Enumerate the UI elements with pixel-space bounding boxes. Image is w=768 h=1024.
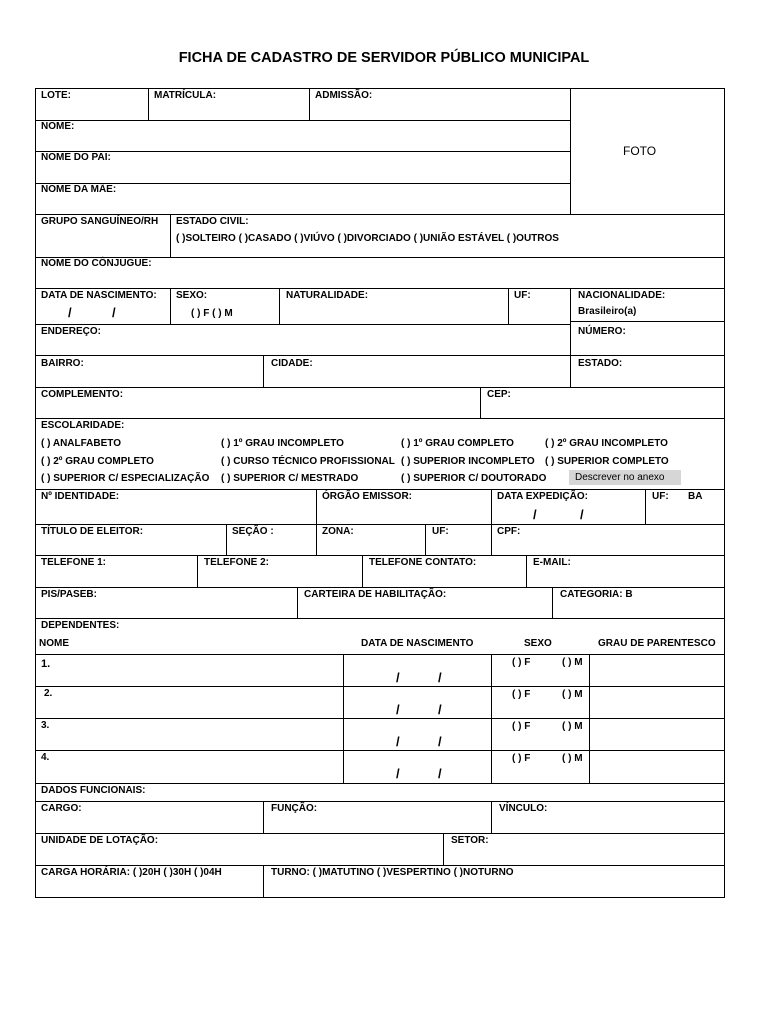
row-line [35,355,725,356]
border-right [724,88,725,898]
unidade-lotacao-label: UNIDADE DE LOTAÇÃO: [41,835,159,846]
escolaridade-option[interactable]: ( ) SUPERIOR C/ MESTRADO [221,473,359,484]
divider [263,355,264,387]
uf-label: UF: [514,290,531,301]
divider [316,489,317,525]
row-line [35,718,725,719]
nome-label: NOME: [41,121,75,132]
dep-sexo-m[interactable]: ( ) M [562,721,583,732]
divider [197,555,198,587]
nome-conjuge-label: NOME DO CÔNJUGUE: [41,258,152,269]
dep-sexo-f[interactable]: ( ) F [512,753,531,764]
row-line [35,489,725,490]
bairro-label: BAIRRO: [41,358,84,369]
endereco-label: ENDEREÇO: [41,326,102,337]
dependent-number: 3. [41,720,50,731]
divider [491,801,492,833]
row-line [35,783,725,784]
row-line [35,555,725,556]
dep-sexo-f[interactable]: ( ) F [512,657,531,668]
data-expedicao-label: DATA EXPEDIÇÃO: [497,491,588,502]
divider [480,387,481,418]
cpf-label: CPF: [497,526,521,537]
escolaridade-option[interactable]: ( ) CURSO TÉCNICO PROFISSIONAL [221,456,395,467]
divider [491,489,492,556]
row-line [35,214,725,215]
dep-col-grau: GRAU DE PARENTESCO [598,638,716,649]
divider [570,355,571,387]
dep-sexo-f[interactable]: ( ) F [512,689,531,700]
divider [552,587,553,618]
row-line [35,387,725,388]
divider [226,524,227,556]
divider [425,524,426,556]
date-slash: / [396,702,400,717]
escolaridade-option[interactable]: ( ) 1º GRAU COMPLETO [401,438,514,449]
telefone2-label: TELEFONE 2: [204,557,270,568]
funcao-label: FUNÇÃO: [271,803,318,814]
divider [148,88,149,120]
divider [263,865,264,897]
row-line [35,865,725,866]
divider [526,555,527,587]
dep-col-nascimento: DATA DE NASCIMENTO [361,638,474,649]
zona-label: ZONA: [322,526,354,537]
escolaridade-option[interactable]: ( ) SUPERIOR INCOMPLETO [401,456,535,467]
row-line [35,750,725,751]
dependent-number: 2. [44,688,53,699]
date-slash: / [396,734,400,749]
row-line [570,321,725,322]
dep-sexo-m[interactable]: ( ) M [562,753,583,764]
date-slash: / [533,507,537,522]
date-slash: / [438,734,442,749]
escolaridade-label: ESCOLARIDADE: [41,420,125,431]
date-slash: / [438,670,442,685]
nome-pai-label: NOME DO PAI: [41,152,111,163]
date-slash: / [396,670,400,685]
row-line [35,654,725,655]
nacionalidade-value: Brasileiro(a) [578,306,637,317]
escolaridade-option[interactable]: ( ) 2º GRAU INCOMPLETO [545,438,668,449]
divider [263,801,264,833]
dep-sexo-m[interactable]: ( ) M [562,657,583,668]
lote-label: LOTE: [41,90,71,101]
row-line [35,524,725,525]
dependentes-label: DEPENDENTES: [41,620,120,631]
divider [170,288,171,324]
escolaridade-option[interactable]: ( ) SUPERIOR COMPLETO [545,456,669,467]
setor-label: SETOR: [451,835,489,846]
row-line [35,418,725,419]
date-slash: / [438,766,442,781]
carteira-label: CARTEIRA DE HABILITAÇÃO: [304,589,447,600]
uf-value: BA [688,491,703,502]
divider [279,288,280,324]
nacionalidade-label: NACIONALIDADE: [578,290,666,301]
secao-label: SEÇÃO : [232,526,274,537]
row-line [35,833,725,834]
orgao-emissor-label: ÓRGÃO EMISSOR: [322,491,413,502]
dep-sexo-m[interactable]: ( ) M [562,689,583,700]
titulo-eleitor-label: TÍTULO DE ELEITOR: [41,526,144,537]
date-slash: / [396,766,400,781]
estado-label: ESTADO: [578,358,623,369]
numero-label: NÚMERO: [578,326,626,337]
identidade-label: Nº IDENTIDADE: [41,491,120,502]
divider [645,489,646,525]
divider [443,833,444,865]
admissao-label: ADMISSÃO: [315,90,373,101]
dep-col-nome: NOME [39,638,69,649]
sexo-options[interactable]: ( ) F ( ) M [191,308,233,319]
categoria-label: CATEGORIA: B [560,589,633,600]
cidade-label: CIDADE: [271,358,313,369]
escolaridade-option[interactable]: ( ) 2º GRAU COMPLETO [41,456,154,467]
dep-sexo-f[interactable]: ( ) F [512,721,531,732]
uf-label: UF: [432,526,449,537]
dependent-number: 4. [41,752,50,763]
nome-mae-label: NOME DA MÃE: [41,184,117,195]
divider [316,524,317,556]
telefone-contato-label: TELEFONE CONTATO: [369,557,477,568]
row-line [35,324,571,325]
vinculo-label: VÍNCULO: [499,803,548,814]
dep-col-sexo: SEXO [524,638,552,649]
row-line [35,686,725,687]
anexo-note: Descrever no anexo [575,472,665,483]
dependent-number: 1. [41,658,51,670]
date-slash: / [580,507,584,522]
divider [297,587,298,618]
row-line [35,120,571,121]
pis-label: PIS/PASEB: [41,589,97,600]
estado-civil-options[interactable]: ( )SOLTEIRO ( )CASADO ( )VIÚVO ( )DIVORCIADO ( )UNIÃO ESTÁVEL ( )OUTROS [176,233,559,244]
estado-civil-label: ESTADO CIVIL: [176,216,249,227]
border-bottom [35,897,725,898]
row-line [35,151,571,152]
photo-label: FOTO [623,144,657,158]
escolaridade-option[interactable]: ( ) SUPERIOR C/ DOUTORADO [401,473,547,484]
sexo-label: SEXO: [176,290,208,301]
date-slash: / [112,305,116,320]
uf-label: UF: [652,491,669,502]
escolaridade-option[interactable]: ( ) 1º GRAU INCOMPLETO [221,438,344,449]
date-slash: / [438,702,442,717]
divider [362,555,363,587]
border-left [35,88,36,898]
cep-label: CEP: [487,389,511,400]
cargo-label: CARGO: [41,803,82,814]
dados-funcionais-label: DADOS FUNCIONAIS: [41,785,146,796]
row-line [35,288,725,289]
carga-horaria-options[interactable]: CARGA HORÁRIA: ( )20H ( )30H ( )04H [41,867,222,878]
row-line [35,618,725,619]
border-top [35,88,725,89]
date-slash: / [68,305,72,320]
matricula-label: MATRÍCULA: [154,90,217,101]
email-label: E-MAIL: [533,557,571,568]
row-line [35,801,725,802]
divider [170,214,171,257]
page-title: FICHA DE CADASTRO DE SERVIDOR PÚBLICO MUNICIPAL [178,50,590,66]
escolaridade-option[interactable]: ( ) ANALFABETO [41,438,121,449]
escolaridade-option[interactable]: ( ) SUPERIOR C/ ESPECIALIZAÇÃO [41,473,210,484]
naturalidade-label: NATURALIDADE: [286,290,369,301]
divider [309,88,310,120]
divider [508,288,509,324]
data-nascimento-label: DATA DE NASCIMENTO: [41,290,157,301]
telefone1-label: TELEFONE 1: [41,557,107,568]
complemento-label: COMPLEMENTO: [41,389,124,400]
row-line [35,587,725,588]
turno-options[interactable]: TURNO: ( )MATUTINO ( )VESPERTINO ( )NOTURNO [271,867,514,878]
grupo-sanguineo-label: GRUPO SANGUÍNEO/RH [41,216,159,227]
divider [570,288,571,356]
